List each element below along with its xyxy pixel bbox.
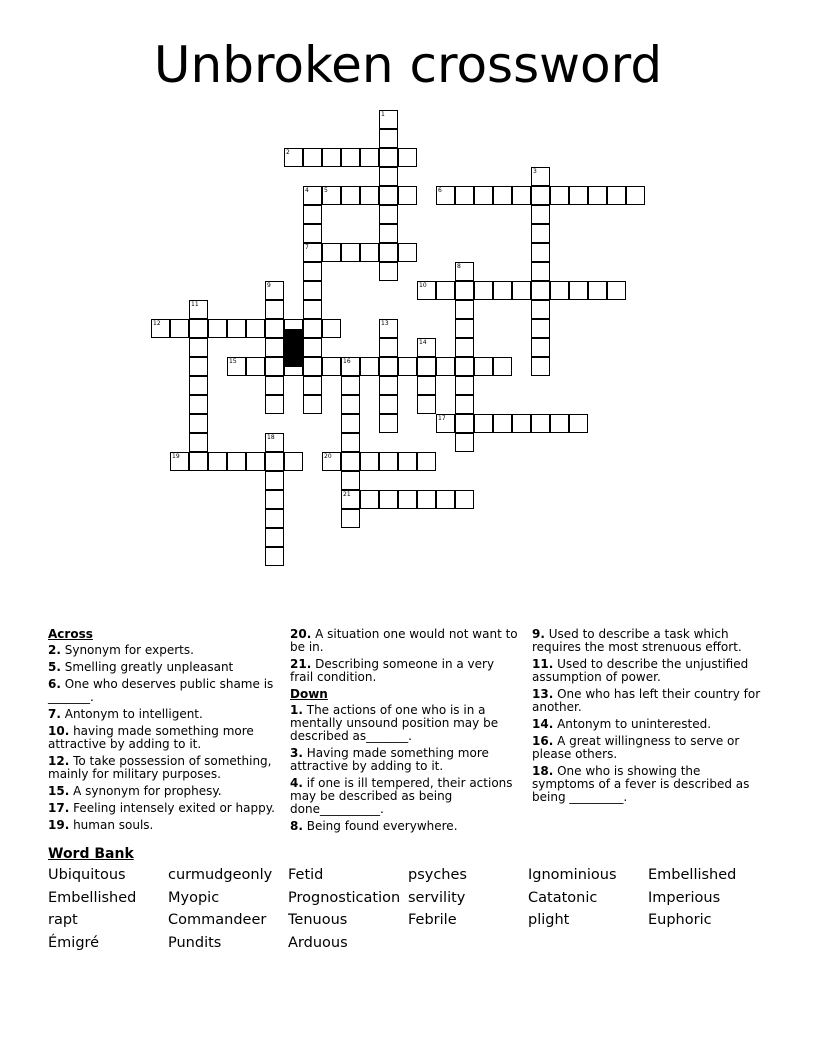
clue-number: 14. xyxy=(532,717,554,731)
clue-number-label: 17 xyxy=(438,415,446,422)
grid-cell[interactable] xyxy=(341,376,360,395)
grid-cell[interactable] xyxy=(588,186,607,205)
clue-number-label: 5 xyxy=(324,187,328,194)
grid-cell[interactable] xyxy=(531,186,550,205)
clue-text: if one is ill tempered, their actions may be described as being done__________. xyxy=(290,776,513,816)
grid-cell[interactable] xyxy=(379,148,398,167)
grid-cell[interactable] xyxy=(303,376,322,395)
grid-cell[interactable] xyxy=(379,129,398,148)
word-bank-item: curmudgeonly xyxy=(168,867,273,883)
grid-cell[interactable] xyxy=(417,452,436,471)
clue-text: A synonym for prophesy. xyxy=(69,784,222,798)
grid-cell[interactable] xyxy=(379,490,398,509)
clue-number: 16. xyxy=(532,734,554,748)
grid-cell[interactable] xyxy=(265,281,284,300)
grid-cell[interactable] xyxy=(417,357,436,376)
clue-number-label: 1 xyxy=(381,111,385,118)
clue-number-label: 19 xyxy=(172,453,180,460)
word-bank-item: Arduous xyxy=(288,935,348,952)
word-bank xyxy=(48,867,768,958)
clue-text: Being found everywhere. xyxy=(302,819,458,833)
clue-number-label: 16 xyxy=(343,358,351,365)
word-bank-item: Euphoric xyxy=(648,912,712,929)
grid-cell[interactable] xyxy=(227,357,246,376)
word-bank-header: Word Bank xyxy=(48,846,134,862)
grid-cell[interactable] xyxy=(265,490,284,509)
grid-cell[interactable] xyxy=(322,357,341,376)
grid-cell[interactable] xyxy=(189,338,208,357)
grid-cell[interactable] xyxy=(303,205,322,224)
grid-cell[interactable] xyxy=(588,281,607,300)
grid-cell[interactable] xyxy=(436,414,455,433)
grid-cell[interactable] xyxy=(379,319,398,338)
clue-item xyxy=(532,688,762,714)
grid-cell[interactable] xyxy=(341,186,360,205)
grid-cell[interactable] xyxy=(455,490,474,509)
clue-item xyxy=(48,644,278,657)
grid-cell[interactable] xyxy=(531,262,550,281)
grid-cell[interactable] xyxy=(455,357,474,376)
grid-cell[interactable] xyxy=(341,509,360,528)
grid-cell[interactable] xyxy=(436,186,455,205)
grid-cell[interactable] xyxy=(265,395,284,414)
grid-cell[interactable] xyxy=(360,148,379,167)
grid-cell[interactable] xyxy=(303,319,322,338)
grid-cell[interactable] xyxy=(341,357,360,376)
grid-cell[interactable] xyxy=(265,433,284,452)
grid-cell[interactable] xyxy=(436,490,455,509)
grid-cell[interactable] xyxy=(550,281,569,300)
clue-number: 15. xyxy=(48,784,70,798)
clue-number: 19. xyxy=(48,818,70,832)
clue-number: 21. xyxy=(290,657,312,671)
grid-cell[interactable] xyxy=(569,281,588,300)
clue-item xyxy=(48,819,278,832)
grid-cell[interactable] xyxy=(626,186,645,205)
grid-cell[interactable] xyxy=(474,281,493,300)
grid-cell[interactable] xyxy=(265,528,284,547)
grid-cell[interactable] xyxy=(607,186,626,205)
grid-cell[interactable] xyxy=(246,319,265,338)
clue-text: Antonym to uninterested. xyxy=(553,717,712,731)
clue-number-label: 8 xyxy=(457,263,461,270)
grid-cell[interactable] xyxy=(303,243,322,262)
clue-text: Antonym to intelligent. xyxy=(60,707,203,721)
clue-text: Describing someone in a very frail condition. xyxy=(290,657,495,684)
grid-cell[interactable] xyxy=(189,376,208,395)
clue-text: Feeling intensely exited or happy. xyxy=(69,801,275,815)
clue-number-label: 2 xyxy=(286,149,290,156)
grid-cell[interactable] xyxy=(379,338,398,357)
grid-cell[interactable] xyxy=(360,452,379,471)
grid-cell[interactable] xyxy=(189,357,208,376)
grid-cell[interactable] xyxy=(170,319,189,338)
clue-item xyxy=(532,718,762,731)
grid-cell[interactable] xyxy=(265,300,284,319)
grid-cell[interactable] xyxy=(531,281,550,300)
clue-text: A great willingness to serve or please others. xyxy=(532,734,740,761)
grid-cell[interactable] xyxy=(379,395,398,414)
grid-cell[interactable] xyxy=(455,414,474,433)
grid-cell[interactable] xyxy=(493,414,512,433)
clue-number-label: 12 xyxy=(153,320,161,327)
grid-cell[interactable] xyxy=(569,414,588,433)
grid-cell[interactable] xyxy=(151,319,170,338)
grid-cell[interactable] xyxy=(189,300,208,319)
clue-number: 2. xyxy=(48,643,61,657)
grid-cell[interactable] xyxy=(474,186,493,205)
clue-number: 5. xyxy=(48,660,61,674)
grid-cell[interactable] xyxy=(493,186,512,205)
clue-number: 13. xyxy=(532,687,554,701)
grid-cell[interactable] xyxy=(379,414,398,433)
grid-cell[interactable] xyxy=(455,433,474,452)
grid-cell[interactable] xyxy=(189,433,208,452)
grid-cell[interactable] xyxy=(341,452,360,471)
grid-cell[interactable] xyxy=(398,452,417,471)
clue-number-label: 15 xyxy=(229,358,237,365)
clue-number: 7. xyxy=(48,707,61,721)
word-bank-item: plight xyxy=(528,912,570,929)
grid-cell[interactable] xyxy=(360,186,379,205)
clue-text: One who deserves public shame is _______. xyxy=(48,677,274,704)
word-bank-item: Prognostication xyxy=(288,889,401,906)
grid-cell[interactable] xyxy=(398,357,417,376)
clue-number-label: 3 xyxy=(533,168,537,175)
word-bank-item: Febrile xyxy=(408,912,457,929)
clue-number: 8. xyxy=(290,819,303,833)
grid-cell[interactable] xyxy=(436,357,455,376)
clue-number-label: 18 xyxy=(267,434,275,441)
grid-cell[interactable] xyxy=(360,490,379,509)
clue-item xyxy=(290,658,520,684)
black-block xyxy=(284,348,303,367)
clue-number-label: 13 xyxy=(381,320,389,327)
grid-cell[interactable] xyxy=(189,319,208,338)
word-bank-item: Embellished xyxy=(48,889,137,906)
clue-text: Synonym for experts. xyxy=(60,643,194,657)
grid-cell[interactable] xyxy=(455,338,474,357)
word-bank-item: Embellished xyxy=(648,867,737,883)
grid-cell[interactable] xyxy=(417,338,436,357)
clues-column-2 xyxy=(290,628,520,837)
grid-cell[interactable] xyxy=(531,167,550,186)
grid-cell[interactable] xyxy=(550,186,569,205)
clue-number-label: 20 xyxy=(324,453,332,460)
grid-cell[interactable] xyxy=(284,452,303,471)
grid-cell[interactable] xyxy=(246,452,265,471)
grid-cell[interactable] xyxy=(455,395,474,414)
grid-cell[interactable] xyxy=(417,281,436,300)
grid-cell[interactable] xyxy=(417,395,436,414)
word-bank-item: Tenuous xyxy=(288,912,348,929)
grid-cell[interactable] xyxy=(436,281,455,300)
grid-cell[interactable] xyxy=(455,186,474,205)
grid-cell[interactable] xyxy=(379,357,398,376)
clue-item xyxy=(532,658,762,684)
grid-cell[interactable] xyxy=(398,490,417,509)
clue-number-label: 14 xyxy=(419,339,427,346)
clue-number-label: 9 xyxy=(267,282,271,289)
clue-number-label: 21 xyxy=(343,491,351,498)
clue-item xyxy=(532,628,762,654)
grid-cell[interactable] xyxy=(322,452,341,471)
grid-cell[interactable] xyxy=(341,395,360,414)
clue-text: A situation one would not want to be in. xyxy=(290,627,518,654)
grid-cell[interactable] xyxy=(303,186,322,205)
grid-cell[interactable] xyxy=(531,414,550,433)
grid-cell[interactable] xyxy=(303,338,322,357)
grid-cell[interactable] xyxy=(189,414,208,433)
black-block xyxy=(284,329,303,348)
grid-cell[interactable] xyxy=(474,357,493,376)
grid-cell[interactable] xyxy=(531,319,550,338)
clue-item xyxy=(290,820,520,833)
grid-cell[interactable] xyxy=(341,414,360,433)
word-bank-item: Catatonic xyxy=(528,889,598,906)
clue-number: 20. xyxy=(290,627,312,641)
clue-item xyxy=(290,704,520,743)
clue-text: Used to describe a task which requires the most strenuous effort. xyxy=(532,627,742,654)
grid-cell[interactable] xyxy=(531,300,550,319)
clue-number: 1. xyxy=(290,703,303,717)
grid-cell[interactable] xyxy=(531,243,550,262)
clue-item xyxy=(290,628,520,654)
grid-cell[interactable] xyxy=(360,357,379,376)
clue-number: 12. xyxy=(48,754,70,768)
grid-cell[interactable] xyxy=(379,110,398,129)
grid-cell[interactable] xyxy=(189,395,208,414)
clues-column-1 xyxy=(48,628,278,836)
word-bank-item: Imperious xyxy=(648,889,721,906)
clue-text: having made something more attractive by adding to it. xyxy=(48,724,254,751)
clue-text: Used to describe the unjustified assumption of power. xyxy=(532,657,749,684)
grid-cell[interactable] xyxy=(170,452,189,471)
grid-cell[interactable] xyxy=(512,281,531,300)
grid-cell[interactable] xyxy=(531,338,550,357)
grid-cell[interactable] xyxy=(322,186,341,205)
grid-cell[interactable] xyxy=(303,224,322,243)
grid-cell[interactable] xyxy=(455,319,474,338)
grid-cell[interactable] xyxy=(265,376,284,395)
grid-cell[interactable] xyxy=(398,148,417,167)
grid-cell[interactable] xyxy=(265,471,284,490)
clue-number-label: 11 xyxy=(191,301,199,308)
clue-item xyxy=(290,777,520,816)
grid-cell[interactable] xyxy=(379,186,398,205)
clue-item xyxy=(48,725,278,751)
clue-number-label: 10 xyxy=(419,282,427,289)
grid-cell[interactable] xyxy=(303,148,322,167)
grid-cell[interactable] xyxy=(531,205,550,224)
grid-cell[interactable] xyxy=(341,433,360,452)
grid-cell[interactable] xyxy=(208,319,227,338)
clues-column-3 xyxy=(532,628,762,808)
grid-cell[interactable] xyxy=(265,357,284,376)
clue-item xyxy=(48,755,278,781)
grid-cell[interactable] xyxy=(455,300,474,319)
clue-item xyxy=(48,661,278,674)
grid-cell[interactable] xyxy=(493,281,512,300)
grid-cell[interactable] xyxy=(265,509,284,528)
grid-cell[interactable] xyxy=(493,357,512,376)
grid-cell[interactable] xyxy=(531,357,550,376)
word-bank-item: Émigré xyxy=(48,935,100,952)
grid-cell[interactable] xyxy=(607,281,626,300)
clue-text: To take possession of something, mainly for military purposes. xyxy=(48,754,272,781)
grid-cell[interactable] xyxy=(208,452,227,471)
clue-number: 4. xyxy=(290,776,303,790)
clue-number-label: 4 xyxy=(305,187,309,194)
clue-item xyxy=(48,708,278,721)
clue-item xyxy=(532,735,762,761)
grid-cell[interactable] xyxy=(246,357,265,376)
grid-cell[interactable] xyxy=(398,243,417,262)
word-bank-item: Myopic xyxy=(168,889,220,906)
clue-text: Having made something more attractive by adding to it. xyxy=(290,746,489,773)
clue-item xyxy=(532,765,762,804)
word-bank-item: Ignominious xyxy=(528,867,617,883)
grid-cell[interactable] xyxy=(322,319,341,338)
grid-cell[interactable] xyxy=(341,490,360,509)
grid-cell[interactable] xyxy=(569,186,588,205)
grid-cell[interactable] xyxy=(303,300,322,319)
grid-cell[interactable] xyxy=(379,452,398,471)
grid-cell[interactable] xyxy=(379,205,398,224)
down-header: Down xyxy=(290,687,328,701)
grid-cell[interactable] xyxy=(227,319,246,338)
clue-item xyxy=(48,802,278,815)
clue-number-label: 7 xyxy=(305,244,309,251)
grid-cell[interactable] xyxy=(322,243,341,262)
grid-cell[interactable] xyxy=(379,376,398,395)
clue-number: 9. xyxy=(532,627,545,641)
grid-cell[interactable] xyxy=(550,414,569,433)
grid-cell[interactable] xyxy=(341,243,360,262)
clue-text: Smelling greatly unpleasant xyxy=(60,660,234,674)
grid-cell[interactable] xyxy=(379,262,398,281)
clue-number: 6. xyxy=(48,677,61,691)
grid-cell[interactable] xyxy=(303,357,322,376)
grid-cell[interactable] xyxy=(303,281,322,300)
clue-item xyxy=(48,678,278,704)
grid-cell[interactable] xyxy=(341,148,360,167)
grid-cell[interactable] xyxy=(265,452,284,471)
clue-number: 10. xyxy=(48,724,70,738)
word-bank-item: rapt xyxy=(48,912,78,929)
clue-text: human souls. xyxy=(69,818,154,832)
clue-text: One who has left their country for another. xyxy=(532,687,761,714)
clue-number: 17. xyxy=(48,801,70,815)
grid-cell[interactable] xyxy=(379,167,398,186)
puzzle-title: Unbroken crossword xyxy=(153,36,663,94)
grid-cell[interactable] xyxy=(417,376,436,395)
grid-cell[interactable] xyxy=(417,490,436,509)
clue-number: 11. xyxy=(532,657,554,671)
word-bank-item: psyches xyxy=(408,867,467,883)
clue-number: 3. xyxy=(290,746,303,760)
grid-cell[interactable] xyxy=(398,186,417,205)
grid-cell[interactable] xyxy=(455,376,474,395)
grid-cell[interactable] xyxy=(265,547,284,566)
grid-cell[interactable] xyxy=(379,243,398,262)
grid-cell[interactable] xyxy=(455,281,474,300)
grid-cell[interactable] xyxy=(189,452,208,471)
word-bank-item: servility xyxy=(408,889,466,906)
grid-cell[interactable] xyxy=(512,186,531,205)
grid-cell[interactable] xyxy=(512,414,531,433)
grid-cell[interactable] xyxy=(303,395,322,414)
word-bank-item: Ubiquitous xyxy=(48,867,126,883)
grid-cell[interactable] xyxy=(284,148,303,167)
grid-cell[interactable] xyxy=(360,243,379,262)
clue-item xyxy=(290,747,520,773)
grid-cell[interactable] xyxy=(303,262,322,281)
grid-cell[interactable] xyxy=(322,148,341,167)
across-header: Across xyxy=(48,627,93,641)
grid-cell[interactable] xyxy=(455,262,474,281)
grid-cell[interactable] xyxy=(341,471,360,490)
grid-cell[interactable] xyxy=(265,338,284,357)
clue-text: One who is showing the symptoms of a fever is described as being _________. xyxy=(532,764,750,804)
grid-cell[interactable] xyxy=(265,319,284,338)
grid-cell[interactable] xyxy=(531,224,550,243)
clue-number: 18. xyxy=(532,764,554,778)
word-bank-item: Pundits xyxy=(168,935,222,952)
grid-cell[interactable] xyxy=(474,414,493,433)
word-bank-item: Fetid xyxy=(288,867,324,883)
clue-text: The actions of one who is in a mentally unsound position may be described as_______. xyxy=(290,703,499,743)
clue-item xyxy=(48,785,278,798)
word-bank-item: Commandeer xyxy=(168,912,267,929)
grid-cell[interactable] xyxy=(379,224,398,243)
grid-cell[interactable] xyxy=(227,452,246,471)
clue-number-label: 6 xyxy=(438,187,442,194)
